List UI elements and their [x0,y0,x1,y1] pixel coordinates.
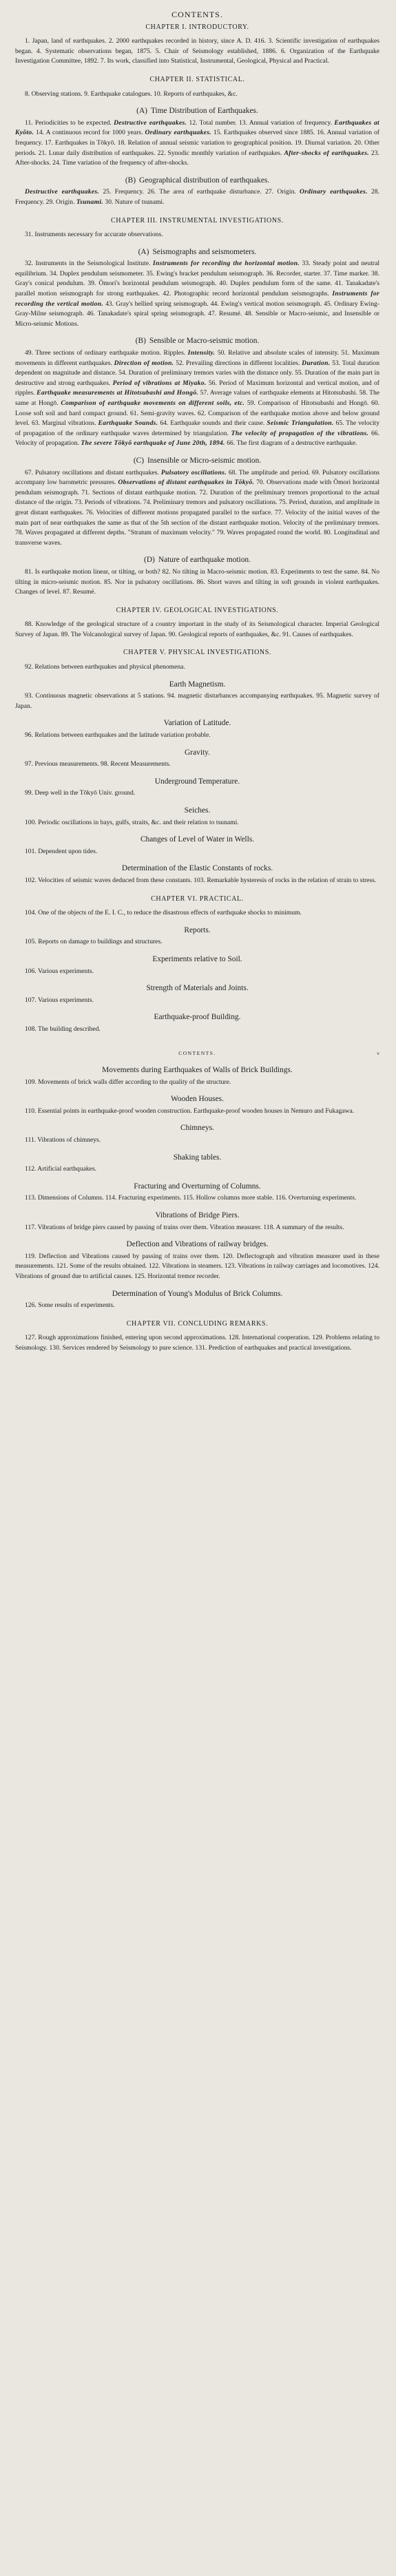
toc-paragraph [15,348,379,449]
topic-heading: Period of vibrations at Miyako. [112,379,207,387]
topic-text: 28. Frequency. 29. Origin. [15,188,379,206]
section-title: Chimneys. [180,1124,215,1133]
topic-text: 30. Nature of tsunami. [103,198,165,206]
section-heading [15,106,379,116]
chapter-block [15,23,379,67]
chapter-heading: CHAPTER VI. PRACTICAL. [151,894,244,903]
topic-text: 81. Is earthquake motion linear, or tilting, or both? 82. No tilting in Macro-seismic motion. 83. Experiments to test the same. 84. No tilting in micro-seismic motion. 85. Nor in pulsatory oscillations. 86. Short waves and tilting in soft grounds in violent earthquakes. Changes of level. 87. Resumé. [15,567,379,596]
section-heading [15,983,379,994]
toc-paragraph [15,1107,379,1117]
toc-paragraph [15,908,379,919]
section-title: Deflection and Vibrations of railway bridges. [126,1240,269,1249]
chapter-block [15,1040,379,1311]
section-heading [15,1012,379,1023]
topic-text: 106. Various experiments. [25,967,94,975]
section-heading [15,925,379,936]
topic-text: 49. Three sections of ordinary earthquake motion. Ripples. [25,349,188,357]
topic-heading: Earthquakes at Kyōto. [15,118,380,137]
topic-text: 67. Pulsatory oscillations and distant earthquakes. [25,468,161,477]
section-heading [15,718,379,729]
toc-paragraph [15,90,379,100]
section-heading [15,1123,379,1133]
topic-heading: Direction of motion. [114,359,174,367]
section-heading [15,1065,379,1076]
section-letter: (A) [136,107,147,116]
chapter-heading: CHAPTER I. INTRODUCTORY. [145,23,249,31]
section-heading [15,1094,379,1104]
chapter-heading: CHAPTER IV. GEOLOGICAL INVESTIGATIONS. [116,606,279,614]
topic-text: 108. The building described. [25,1025,101,1033]
toc-paragraph [15,731,379,741]
section-title: Variation of Latitude. [163,719,231,728]
toc-paragraph [15,187,379,207]
section-title: Seiches. [184,806,211,815]
topic-heading: Pulsatory oscillations. [160,468,227,477]
page-number: v [377,1049,379,1056]
topic-heading: Comparison of earthquake movements on different soils, etc. [61,399,245,407]
section-title: Fracturing and Overturning of Columns. [134,1182,261,1191]
toc-paragraph [15,230,379,240]
topic-heading: Ordinary earthquakes. [300,188,368,196]
topic-text: 102. Velocities of seismic waves deduced from these constants. 103. Remarkable hysteresis of rocks in the relation of strain to stress. [25,876,377,884]
toc-paragraph [15,691,379,711]
section-heading [15,1239,379,1250]
section-title: Determination of the Elastic Constants of rocks. [121,864,273,873]
toc-paragraph [15,1135,379,1146]
topic-text: 59. Comparison of Hitotsubashi and Hongō. 60. Loose soft soil and hard compact ground. 61. Semi-gravity waves. 62. Comparison of the earthquake motion above and below ground level. 63. Marginal vibrations. [15,399,379,428]
section-heading [15,680,379,690]
toc-paragraph [15,996,379,1006]
topic-heading: Earthquake measurements at Hitotsubashi and Hongō. [37,389,199,397]
toc-paragraph [15,1301,379,1311]
section-title: Geographical distribution of earthquakes. [139,176,270,185]
chapter-heading: CHAPTER V. PHYSICAL INVESTIGATIONS. [123,649,271,657]
topic-text: 113. Dimensions of Columns. 114. Fracturing experiments. 115. Hollow columns more stable. 116. Overturning experiments. [25,1194,357,1202]
section-title: Changes of Level of Water in Wells. [140,835,255,844]
chapter-block [15,648,379,886]
topic-heading: Instruments for recording the vertical motion. [15,290,379,308]
section-heading [15,1153,379,1163]
topic-text: 112. Artificial earthquakes. [25,1165,97,1173]
topic-heading: Instruments for recording the horizontal motion. [152,260,300,268]
section-heading [15,176,379,186]
chapter-block [15,75,379,208]
topic-text: 43. Gray's bellied spring seismograph. 44. Ewing's vertical motion seismograph. 45. Ordinary Ewing-Gray-Milne seismograph. 46. Tanakadate's spiral spring seismograph. 47. Resumé. 48. Sensible or Macro-seismic, and Insensible or Micro-seismic Motions. [15,300,379,328]
section-title: Shaking tables. [173,1153,222,1162]
toc-paragraph [15,1025,379,1035]
toc-paragraph [15,468,379,549]
toc-paragraph [15,847,379,857]
section-letter: (B) [125,176,136,185]
topic-heading: Destructive earthquakes. [25,188,100,196]
topic-heading: Seismic Triangulation. [267,419,334,428]
toc-paragraph [15,1078,379,1088]
table-of-contents [15,23,379,1354]
topic-text: 12. Total number. 13. Annual variation of frequency. [187,118,335,127]
chapter-block [15,1319,379,1354]
section-title: Wooden Houses. [171,1095,224,1104]
topic-text: 97. Previous measurements. 98. Recent Measurements. [25,760,171,768]
section-letter: (A) [138,247,149,256]
toc-paragraph [15,1333,379,1353]
topic-text: 33. Steady point and neutral equilibrium. 34. Duplex pendulum seismometer. 35. Ewing's bracket pendulum seismograph. 36. Recorder, starter. 37. Time marker. 38. Gray's conical pendulum. 39. Ōmori's horizontal pendulum seismograph. 40. Duplex pendulum form of the same. 41. Tanakadate's parallel motion seismograph for strong earthquakes. 42. Photographic record horizontal pendulum seismographs. [15,260,379,298]
topic-text: 32. Instruments in the Seismological Institute. [25,260,153,268]
topic-text: 66. Velocity of propagation. [15,429,379,448]
toc-paragraph [15,1252,379,1282]
chapter-block [15,894,379,1035]
topic-text: 8. Observing stations. 9. Earthquake catalogues. 10. Reports of earthquakes, &c. [25,90,238,98]
topic-text: 110. Essential points in earthquake-proof wooden construction. Earthquake-proof wooden houses in Nemuro and Fukagawa. [25,1107,355,1115]
topic-heading: The velocity of propagation of the vibrations. [231,429,369,437]
running-head-label: CONTENTS. [178,1049,216,1056]
toc-paragraph [15,760,379,770]
toc-paragraph [15,937,379,947]
chapter-heading: CHAPTER II. STATISTICAL. [149,75,245,83]
running-head [15,1049,379,1059]
topic-heading: Duration. [302,359,331,367]
section-title: Earth Magnetism. [169,680,226,689]
section-heading [15,456,379,466]
toc-paragraph [15,118,379,169]
toc-paragraph [15,1223,379,1233]
section-title: Nature of earthquake motion. [158,556,251,565]
section-title: Earthquake-proof Building. [154,1013,241,1022]
section-heading [15,1289,379,1299]
topic-text: 105. Reports on damage to buildings and structures. [25,938,163,946]
topic-text: 117. Vibrations of bridge piers caused by passing of trains over them. Vibration measurer. 118. A summary of the results. [25,1223,344,1231]
toc-paragraph [15,259,379,329]
topic-text: 92. Relations between earthquakes and physical phenomena. [25,663,185,671]
toc-paragraph [15,620,379,640]
topic-heading: Tsunami. [76,198,104,206]
topic-text: 68. The amplitude and period. 69. Pulsatory oscillations accompany low barometric pressures. [15,468,379,487]
topic-text: 52. Prevailing directions in different localities. [174,359,302,367]
toc-paragraph [15,788,379,799]
page-break [15,1040,379,1049]
section-heading [15,1182,379,1192]
toc-paragraph [15,567,379,598]
section-title: Determination of Young's Modulus of Brick Columns. [112,1289,283,1298]
topic-heading: Destructive earthquakes. [114,118,187,127]
topic-heading: After-shocks of earthquakes. [284,149,369,157]
topic-text: 64. Earthquake sounds and their cause. [158,419,267,428]
section-title: Sensible or Macro-seismic motion. [149,337,260,346]
topic-text: 53. Total duration dependent on magnitude and distance. 54. Duration of preliminary tremors varies with the distance only. 55. Duration of the main part in destructive and strong earthquakes. [15,359,379,387]
section-heading [15,863,379,874]
topic-text: 66. The first diagram of a destructive earthquake. [225,439,357,448]
topic-text: 70. Observations made with Ōmori horizontal pendulum seismograph. 71. Sections of distant earthquake motion. 72. Duration of the preliminary tremors proportional to the actual distance of the origin. 73. Periods of vibrations. 74. Preliminary tremors and pulsatory oscillations. 75. Period, duration, and amplitude in great distant earthquakes. 76. Velocities of different motions propagated parallel to the surface. 77. Velocity of the initial waves of the main part of near earthquakes the same as that of the 5th section of the distant earthquake motion. Velocity of the preliminary tremors. 78. Waves propagated at different depths. "Stratum of maximum velocity." 79. Waves propagated round the world. 80. Longitudinal and transverse waves. [15,479,379,547]
topic-text: 1. Japan, land of earthquakes. 2. 2000 earthquakes recorded in history, since A. D. 416. 3. Scientific investigation of earthquakes began. 4. Systematic observations began, 1875. 5. Chair of Seismology established, 1886. 6. Organization of the Earthquake Investigation Committee, 1892. 7. Its work, classified into Statistical, Instrumental, Geological, Physical and Practical. [15,37,379,65]
section-title: Insensible or Micro-seismic motion. [147,456,262,465]
topic-text: 65. The velocity of propagation of the ordinary earthquake waves determined by triangulation. [15,419,380,437]
topic-text: 25. Frequency. 26. The area of earthquake disturbance. 27. Origin. [99,188,300,196]
section-title: Strength of Materials and Joints. [146,984,249,993]
section-title: Movements during Earthquakes of Walls of Brick Buildings. [102,1066,293,1075]
chapter-block [15,606,379,640]
topic-text: 57. Average values of earthquake elements at Hitotsubashi. 58. The same at Hongō. [15,389,379,407]
section-heading [15,777,379,787]
section-title: Vibrations of Bridge Piers. [155,1211,240,1220]
topic-text: 23. After-shocks. 24. Time variation of the frequency of after-shocks. [15,149,380,167]
section-title: Underground Temperature. [154,777,240,786]
toc-paragraph [15,1193,379,1204]
toc-paragraph [15,36,379,67]
topic-text: 11. Periodicities to be expected. [25,118,114,127]
topic-text: 104. One of the objects of the E. I. C., to reduce the disastrous effects of earthquake shocks to minimum. [25,909,302,917]
toc-paragraph [15,1164,379,1175]
section-heading [15,748,379,758]
topic-text: 93. Continuous magnetic observations at 5 stations. 94. magnetic disturbances accompanying earthquakes. 95. Magnetic survey of Japan. [15,692,379,710]
chapter-heading: CHAPTER III. INSTRUMENTAL INVESTIGATIONS. [111,216,284,224]
topic-text: 109. Movements of brick walls differ according to the quality of the structure. [25,1078,231,1086]
section-heading [15,247,379,258]
section-heading [15,336,379,346]
topic-text: 96. Relations between earthquakes and the latitude variation probable. [25,731,211,740]
section-letter: (C) [133,456,145,465]
topic-text: 56. Period of Maximum horizontal and vertical motion, and of ripples. [15,379,379,397]
topic-text: 107. Various experiments. [25,996,94,1004]
toc-paragraph [15,818,379,828]
section-title: Experiments relative to Soil. [152,954,242,963]
topic-heading: Ordinary earthquakes. [145,129,211,137]
topic-text: 119. Deflection and Vibrations caused by passing of trains over them. 120. Deflectograph and vibration measurer used in these measurements. 121. Some of the results obtained. 122. Vibrations in steamers. 123. Vibrations in railway carriages and locomotives. 124. Vibrations of ground due to artificial causes. 125. Horizontal tremor recorder. [15,1252,379,1280]
topic-heading: The severe Tōkyō earthquake of June 20th, 1894. [81,439,225,448]
section-heading [15,806,379,816]
chapter-block [15,216,379,598]
topic-text: 99. Deep well in the Tōkyō Univ. ground. [25,789,136,797]
section-heading [15,835,379,845]
contents-title: CONTENTS. [171,10,223,19]
topic-heading: Earthquake Sounds. [98,419,158,428]
section-title: Seismographs and seismometers. [152,247,257,256]
topic-text: 127. Rough approximations finished, entering upon second approximations. 128. International cooperation. 129. Problems relating to Seismology. 130. Services rendered by Seismology to pure science. 131. Prediction of earthquakes and practical investigations. [15,1334,379,1352]
topic-heading: Observations of distant earthquakes in Tōkyō. [118,479,255,487]
topic-text: 101. Dependent upon tides. [25,847,98,855]
topic-text: 15. Earthquakes observed since 1885. 16. Annual variation of frequency. 17. Earthquakes in Tōkyō. 18. Relation of annual seismic variation to geographical position. 19. Diurnal variation. 20. Other periods. 21. Lunar daily distribution of earthquakes. 22. Synodic monthly variation of earthquakes. [15,129,379,157]
section-letter: (D) [144,556,155,565]
topic-text: 88. Knowledge of the geological structure of a country important in the study of its Seismological character. Imperial Geological Survey of Japan. 89. The Volcanological survey of Japan. 90. Geological reports of earthquakes, &c. 91. Causes of earthquakes. [15,620,379,638]
toc-paragraph [15,662,379,673]
topic-text: 126. Some results of experiments. [25,1301,115,1310]
section-heading [15,1211,379,1221]
toc-paragraph [15,876,379,886]
section-title: Reports. [184,925,211,934]
topic-text: 14. A continuous record for 1000 years. [34,129,145,137]
chapter-heading: CHAPTER VII. CONCLUDING REMARKS. [126,1319,269,1328]
topic-text: 31. Instruments necessary for accurate observations. [25,231,163,239]
section-heading [15,555,379,565]
topic-text: 111. Vibrations of chimneys. [25,1136,101,1144]
toc-paragraph [15,967,379,977]
topic-text: 50. Relative and absolute scales of intensity. 51. Maximum movements in different earthquakes. [15,349,379,367]
section-heading [15,954,379,965]
section-letter: (B) [135,337,146,346]
topic-text: 100. Periodic oscillations in bays, gulfs, straits, &c. and their relation to tsunami. [25,818,239,826]
section-title: Time Distribution of Earthquakes. [150,107,258,116]
section-title: Gravity. [185,748,210,757]
topic-heading: Intensity. [187,349,216,357]
